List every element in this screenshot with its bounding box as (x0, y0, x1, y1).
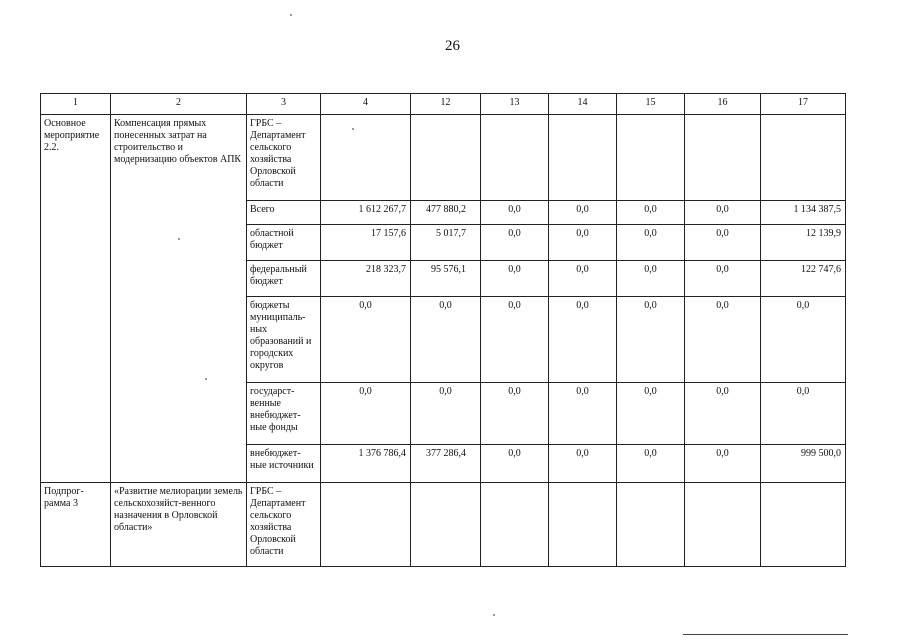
column-header: 16 (685, 94, 761, 115)
table-cell: 0,0 (617, 383, 685, 445)
table-cell: 218 323,7 (321, 261, 411, 297)
table-cell: 0,0 (549, 201, 617, 225)
subprogram-description: «Развитие мелиорации земель сельскохозяйст-венного назначения в Орловской области» (111, 483, 247, 567)
row-label: областной бюджет (247, 225, 321, 261)
table-cell: 377 286,4 (411, 445, 481, 483)
row-label: государст-венные внебюджет-ные фонды (247, 383, 321, 445)
scan-speck (290, 14, 292, 16)
header-row (41, 94, 846, 115)
grbs-label: ГРБС – Департамент сельского хозяйства Орловской области (247, 483, 321, 567)
table-cell: 0,0 (481, 297, 549, 383)
scan-speck (493, 614, 495, 616)
column-header: 12 (411, 94, 481, 115)
scan-speck (178, 238, 180, 240)
row-label: бюджеты муниципаль-ных образований и городских округов (247, 297, 321, 383)
event-description: Компенсация прямых понесенных затрат на строительство и модернизацию объектов АПК (111, 115, 247, 483)
table-cell (481, 115, 549, 201)
table-cell: 477 880,2 (411, 201, 481, 225)
page-number: 26 (445, 38, 460, 54)
table-cell: 1 376 786,4 (321, 445, 411, 483)
table-cell: 0,0 (549, 225, 617, 261)
table-cell: 0,0 (549, 445, 617, 483)
budget-table (40, 93, 846, 567)
table-cell: 0,0 (481, 201, 549, 225)
table-cell: 0,0 (685, 445, 761, 483)
footer-rule (683, 634, 848, 635)
table-cell: 0,0 (321, 297, 411, 383)
table-cell: 0,0 (321, 383, 411, 445)
column-header: 1 (41, 94, 111, 115)
table-cell (481, 483, 549, 567)
table-cell: 17 157,6 (321, 225, 411, 261)
table-cell: 95 576,1 (411, 261, 481, 297)
table-cell: 5 017,7 (411, 225, 481, 261)
column-header: 4 (321, 94, 411, 115)
row-label: федеральный бюджет (247, 261, 321, 297)
table-cell: 0,0 (411, 297, 481, 383)
grbs-label: ГРБС – Департамент сельского хозяйства Орловской области (247, 115, 321, 201)
table-cell: 0,0 (761, 297, 846, 383)
table-cell: 0,0 (617, 225, 685, 261)
table-cell: 0,0 (481, 261, 549, 297)
table-cell: 1 134 387,5 (761, 201, 846, 225)
table-cell (321, 115, 411, 201)
table-cell: 0,0 (617, 297, 685, 383)
table-cell: 0,0 (685, 201, 761, 225)
table-cell: 999 500,0 (761, 445, 846, 483)
column-header: 2 (111, 94, 247, 115)
table-cell: 0,0 (685, 225, 761, 261)
table-cell: 0,0 (685, 383, 761, 445)
table-cell: 0,0 (617, 201, 685, 225)
column-header: 15 (617, 94, 685, 115)
column-header: 17 (761, 94, 846, 115)
scan-speck (352, 128, 354, 130)
table-cell: 122 747,6 (761, 261, 846, 297)
table-cell (617, 483, 685, 567)
table-cell (411, 483, 481, 567)
table-cell (411, 115, 481, 201)
row-label: внебюджет-ные источники (247, 445, 321, 483)
table-cell: 0,0 (549, 261, 617, 297)
table-cell (685, 483, 761, 567)
column-header: 14 (549, 94, 617, 115)
table-cell: 0,0 (481, 445, 549, 483)
table-cell (761, 483, 846, 567)
table-row (41, 483, 846, 567)
table-cell (549, 483, 617, 567)
table-cell (617, 115, 685, 201)
table-cell: 0,0 (481, 225, 549, 261)
column-header: 3 (247, 94, 321, 115)
table-cell: 1 612 267,7 (321, 201, 411, 225)
event-name: Основное мероприятие 2.2. (41, 115, 111, 483)
table-cell: 0,0 (761, 383, 846, 445)
table-cell: 0,0 (549, 297, 617, 383)
table-cell: 0,0 (481, 383, 549, 445)
table-cell: 0,0 (617, 445, 685, 483)
subprogram-name: Подпрог-рамма 3 (41, 483, 111, 567)
table-cell (321, 483, 411, 567)
table-cell: 12 139,9 (761, 225, 846, 261)
column-header: 13 (481, 94, 549, 115)
table-cell: 0,0 (617, 261, 685, 297)
table-cell (685, 115, 761, 201)
table-cell: 0,0 (411, 383, 481, 445)
scan-speck (205, 378, 207, 380)
table-cell: 0,0 (685, 297, 761, 383)
row-label: Всего (247, 201, 321, 225)
table-cell (761, 115, 846, 201)
table-cell (549, 115, 617, 201)
table-row (41, 115, 846, 201)
table-cell: 0,0 (685, 261, 761, 297)
table-cell: 0,0 (549, 383, 617, 445)
